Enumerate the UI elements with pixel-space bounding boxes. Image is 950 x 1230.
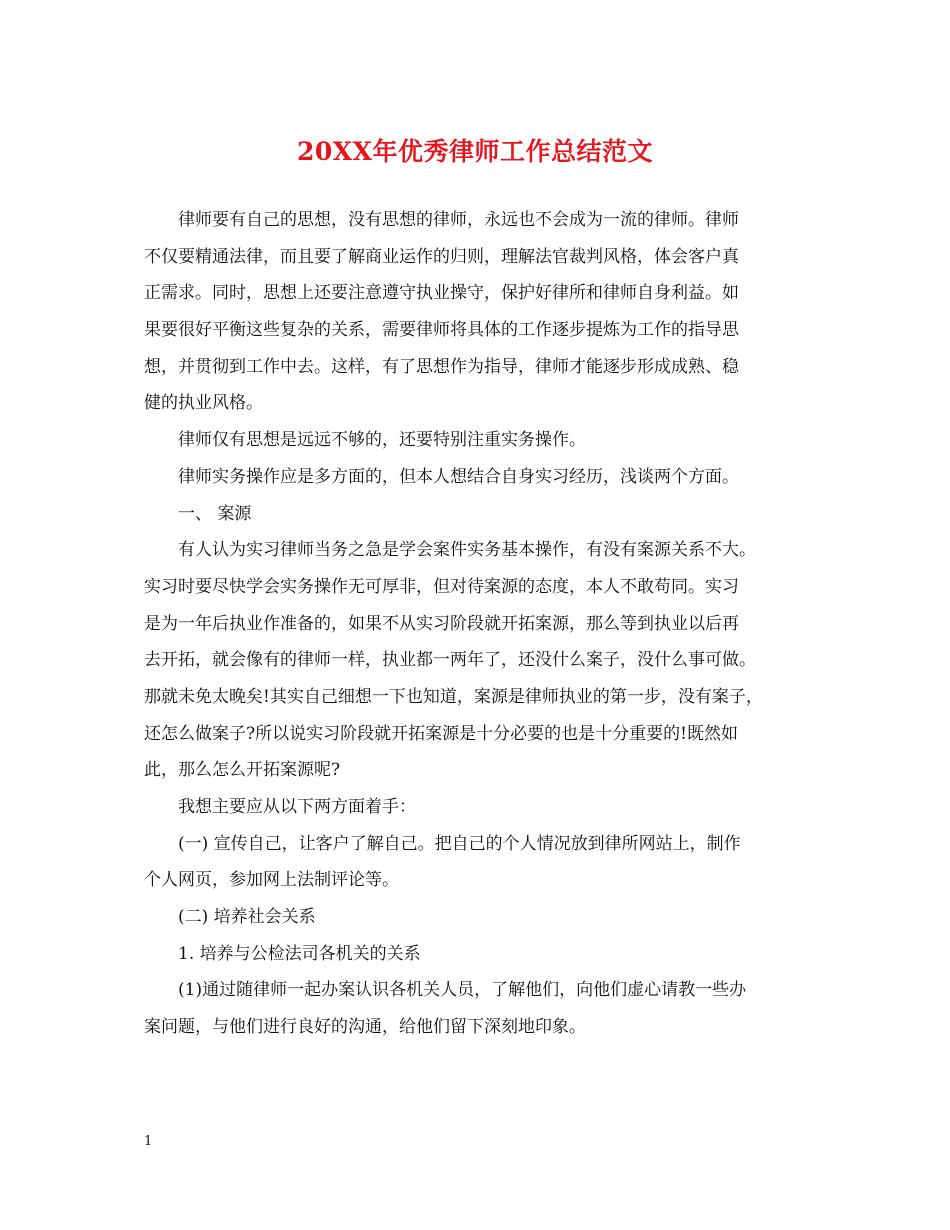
text-line: 果要很好平衡这些复杂的关系，需要律师将具体的工作逐步提炼为工作的指导思 xyxy=(144,320,739,341)
text-line: 有人认为实习律师当务之急是学会案件实务基本操作，有没有案源关系不大。 xyxy=(178,540,756,561)
text-line: 一、 案源 xyxy=(178,503,252,524)
text-line: (1)通过随律师一起办案认识各机关人员，了解他们，向他们虚心请教一些办 xyxy=(178,980,747,1001)
text-line: 不仅要精通法律，而且要了解商业运作的归则，理解法官裁判风格，体会客户真 xyxy=(144,246,739,267)
document-title: 20XX年优秀律师工作总结范文 xyxy=(296,137,654,166)
text-line: (一) 宣传自己，让客户了解自己。把自己的个人情况放到律所网站上，制作 xyxy=(178,833,741,854)
text-line: 案问题，与他们进行良好的沟通，给他们留下深刻地印象。 xyxy=(144,1017,586,1038)
text-line: 我想主要应从以下两方面着手： xyxy=(178,797,416,817)
page-number: 1 xyxy=(144,1134,153,1149)
text-line: 实习时要尽快学会实务操作无可厚非，但对待案源的态度，本人不敢苟同。实习 xyxy=(144,576,739,597)
text-line: 个人网页，参加网上法制评论等。 xyxy=(144,870,399,891)
text-line: 此，那么怎么开拓案源呢? xyxy=(144,760,341,781)
text-line: 那就未免太晚矣!其实自己细想一下也知道，案源是律师执业的第一步，没有案子， xyxy=(144,686,763,707)
text-line: 律师要有自己的思想，没有思想的律师，永远也不会成为一流的律师。律师 xyxy=(178,210,739,230)
text-line: (二) 培养社会关系 xyxy=(178,907,316,928)
text-line: 正需求。同时，思想上还要注意遵守执业操守，保护好律所和律师自身利益。如 xyxy=(144,283,739,304)
text-line: 去开拓，就会像有的律师一样，执业都一两年了，还没什么案子，没什么事可做。 xyxy=(144,650,756,671)
text-line: 还怎么做案子?所以说实习阶段就开拓案源是十分必要的也是十分重要的!既然如 xyxy=(144,723,738,744)
text-line: 健的执业风格。 xyxy=(144,393,263,414)
document-body xyxy=(144,202,806,1046)
text-line: 律师实务操作应是多方面的，但本人想结合自身实习经历，浅谈两个方面。 xyxy=(178,466,739,487)
text-line: 想，并贯彻到工作中去。这样，有了思想作为指导，律师才能逐步形成成熟、稳 xyxy=(144,356,739,377)
text-line: 1. 培养与公检法司各机关的关系 xyxy=(178,943,421,964)
text-line: 律师仅有思想是远远不够的，还要特别注重实务操作。 xyxy=(178,430,586,451)
text-line: 是为一年后执业作准备的，如果不从实习阶段就开拓案源，那么等到执业以后再 xyxy=(144,613,739,634)
